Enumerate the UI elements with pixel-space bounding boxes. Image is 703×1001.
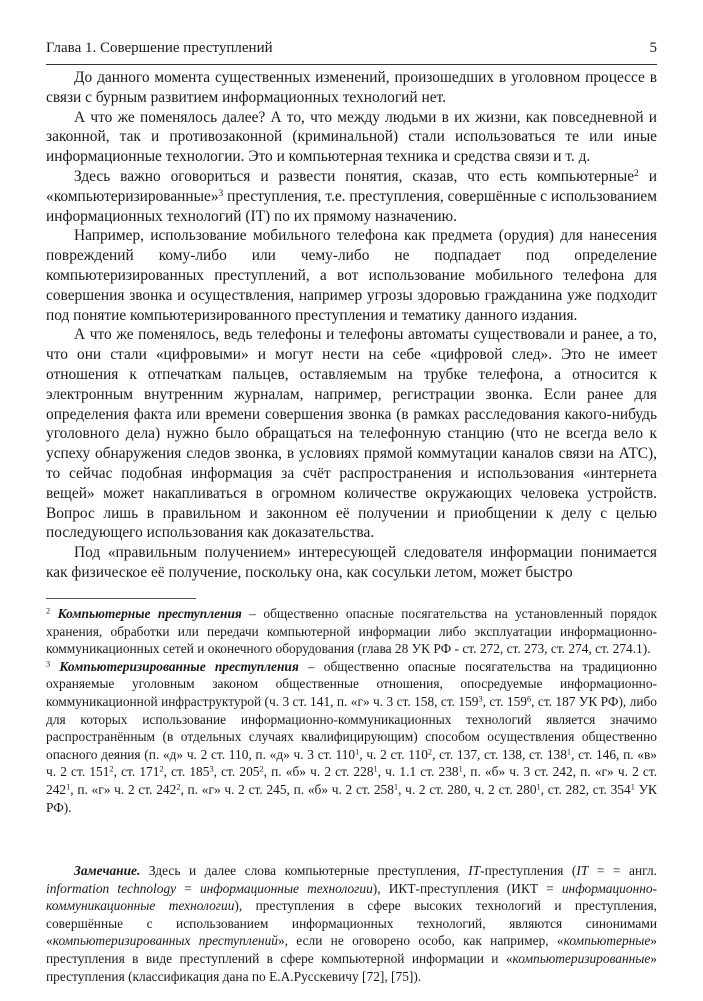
footnote-2 [46, 605, 657, 658]
footnote-3-text: , ст. 137, ст. 138, ст. 138 [432, 746, 567, 762]
footnote-3-text: , ст. 185 [163, 764, 210, 780]
footnote-3-sup: 3 [478, 694, 483, 704]
page-number: 5 [649, 40, 657, 56]
footnote-3 [46, 658, 657, 816]
footnote-3-sup: 2 [176, 782, 181, 792]
footnote-3-sup: 3 [209, 764, 214, 774]
footnote-3-text: – общественно опасные посягательства на традиционно охраняемые уголовным законом общественные отношения, опосредуемые информационно-коммуникационной инфраструктурой (ч. 3 ст. 141, п. «г» ч. 3 ст. 158, ст. 159 [46, 658, 657, 709]
footnote-3-sup: 1 [566, 747, 572, 757]
footnote-3-sup: 1 [355, 747, 360, 757]
remark-italic: IT [468, 863, 481, 878]
footnote-3-text: , ч. 2 ст. 280, ч. 2 ст. 280 [398, 781, 537, 797]
footnote-3-sup: 1 [393, 782, 399, 792]
footnote-2-term: Компьютерные преступления [57, 606, 242, 621]
remark-text: = [176, 880, 200, 896]
footnote-rule [46, 598, 196, 599]
remark-italic: IT [576, 863, 589, 878]
header-rule [46, 64, 657, 65]
footnote-3-sup: 2 [259, 764, 264, 774]
remark-paragraph [46, 862, 657, 985]
footnote-3-text: , п. «б» ч. 3 ст. 242, п. «г» ч. 2 ст. 242 [46, 764, 658, 797]
chapter-title: Глава 1. Совершение преступлений [46, 40, 273, 56]
paragraph-4: Например, использование мобильного телефона как предмета (орудия) для нанесения повреждений кому-либо или чему-либо не подпадает под определение компьютеризированных преступлений, а вот использование мобильного телефона для совершения звонка и осуществления, например угрозы здоровью гражданина уже подходит под понятие компьютеризированного преступления и тематику данного издания. [46, 227, 657, 324]
footnote-3-sup: 2 [109, 764, 114, 774]
footnote-3-mark: 3 [46, 659, 51, 669]
footnotes [46, 605, 657, 816]
main-text [46, 68, 657, 583]
remark-text: Здесь и далее слова компьютерные преступления, [140, 863, 469, 878]
paragraph-2: А что же поменялось далее? А то, что между людьми в их жизни, как повседневной и законной, так и противозаконной (криминальной) стали использоваться те или иные информационные технологии. Это и компьютерная техника и средства связи и т. д. [46, 108, 657, 166]
footnote-2-text: – общественно опасные посягательства на установленный порядок хранения, обработки или передачи компьютерной информации либо эксплуатации информационно-коммуникационных сетей и оконечного оборудования (глава 28 УК РФ - ст. 272, ст. 273, ст. 274, ст. 274.1). [46, 606, 657, 657]
paragraph-3 [46, 167, 657, 226]
remark-italic: информационно-коммуникационные технологии [46, 880, 658, 914]
remark-italic: информационные технологии [199, 880, 373, 896]
paragraph-6: Под «правильным получением» интересующей следователя информации понимается как физическое её получение, поскольку она, как сосульки летом, может быстро [46, 544, 657, 581]
footnote-3-text: , ст. 171 [113, 764, 160, 780]
remark-italic: компьютеризированные [512, 950, 651, 966]
remark-text: ), преступления в сфере высоких технологий и преступления, совершённые с использованием информационных технологий, являются синонимами « [46, 898, 657, 949]
footnote-3-text: , п. «г» ч. 2 ст. 245, п. «б» ч. 2 ст. 258 [180, 781, 394, 797]
remark-italic: компьютерные [563, 933, 651, 949]
footnote-2-mark: 2 [46, 606, 51, 616]
remark-text: ), ИКТ-преступления (ИКТ = [372, 880, 562, 896]
footnote-ref-3[interactable]: 3 [218, 187, 224, 199]
remark-text: -преступления ( [480, 863, 577, 878]
remark-text: », если не оговорено особо, как например, « [277, 933, 564, 949]
footnote-3-text: , п. «б» ч. 2 ст. 228 [263, 764, 374, 780]
remark-text: = = англ. [588, 863, 657, 878]
footnote-3-sup: 1 [458, 764, 463, 774]
remark-text: » преступления (классификация дана по Е.А.Русскевичу [72], [75]). [46, 950, 657, 984]
footnote-3-text: , ст. 187 УК РФ), либо для которых использование информационно-коммуникационных технологий является значимо распространённым (в отдельных случаях квалифицирующим) способом осуществления общественно опасного деяния (п. «д» ч. 2 ст. 110, п. «д» ч. 3 ст. 110 [46, 693, 658, 762]
remark-block [46, 862, 657, 985]
running-header [46, 40, 657, 64]
footnote-3-sup: 1 [373, 764, 378, 774]
footnote-3-text: , п. «г» ч. 2 ст. 242 [70, 781, 177, 797]
footnote-3-text: , ч. 2 ст. 110 [359, 746, 428, 762]
footnote-3-text: , ст. 205 [213, 764, 260, 780]
paragraph-3-part-1: Здесь важно оговориться и развести понятия, сказав, что есть компьютерные [74, 167, 635, 185]
remark-italic: компьютеризированных преступлений [52, 933, 278, 949]
paragraph-1: До данного момента существенных изменений, произошедших в уголовном процессе в связи с бурным развитием информационных технологий нет. [46, 69, 657, 106]
footnote-3-sup: 1 [536, 782, 541, 792]
footnote-3-text: УК РФ). [46, 781, 657, 815]
paragraph-3-part-3: преступления, т.е. преступления, совершённые с использованием информационных технологий (IT) по их прямому назначению. [46, 187, 657, 225]
footnote-3-sup: 2 [159, 764, 164, 774]
footnote-3-term: Компьютеризированные преступления [59, 658, 299, 674]
footnote-3-text: , ч. 1.1 ст. 238 [377, 764, 459, 780]
footnote-3-sup: 6 [527, 694, 532, 704]
paragraph-5: А что же поменялось, ведь телефоны и телефоны автоматы существовали и ранее, а то, что они стали «цифровыми» и могут нести на себе «цифровой след». Это не имеет отношения к отпечаткам пальцев, оставляемым на трубке телефона, а относится к электронным внутренним журналам, например, регистрации звонка. Если ранее для определения факта или времени совершения звонка (в рамках расследования какого-нибудь уголовного дела) нужно было обращаться на телефонную станцию (что не всегда вело к успеху обнаружения следов звонка, в условиях прямой коммутации каналов связи на АТС), то сейчас подобная информация за счёт распространения и использования «интернета вещей» может накапливаться в огромном количестве окружающих человека устройств. Вопрос лишь в правильном и законном её получении и приобщении к делу с целью последующего использования как доказательства. [46, 326, 657, 542]
remark-text: » преступления в виде преступлений в сфере компьютерной информации и « [46, 933, 657, 966]
footnote-3-sup: 1 [66, 782, 71, 792]
footnote-3-sup: 2 [427, 747, 433, 757]
footnote-3-text: , ст. 159 [482, 693, 527, 709]
remark-label: Замечание. [74, 863, 141, 878]
footnote-3-text: , ст. 146, п. «в» ч. 2 ст. 151 [46, 746, 657, 780]
footnote-ref-2[interactable]: 2 [634, 167, 639, 179]
footnote-3-text: , ст. 282, ст. 354 [540, 781, 631, 797]
footnote-3-sup: 1 [630, 782, 635, 792]
paragraph-3-part-2: и «компьютеризированные» [46, 167, 657, 205]
remark-italic: information technology [46, 880, 177, 896]
